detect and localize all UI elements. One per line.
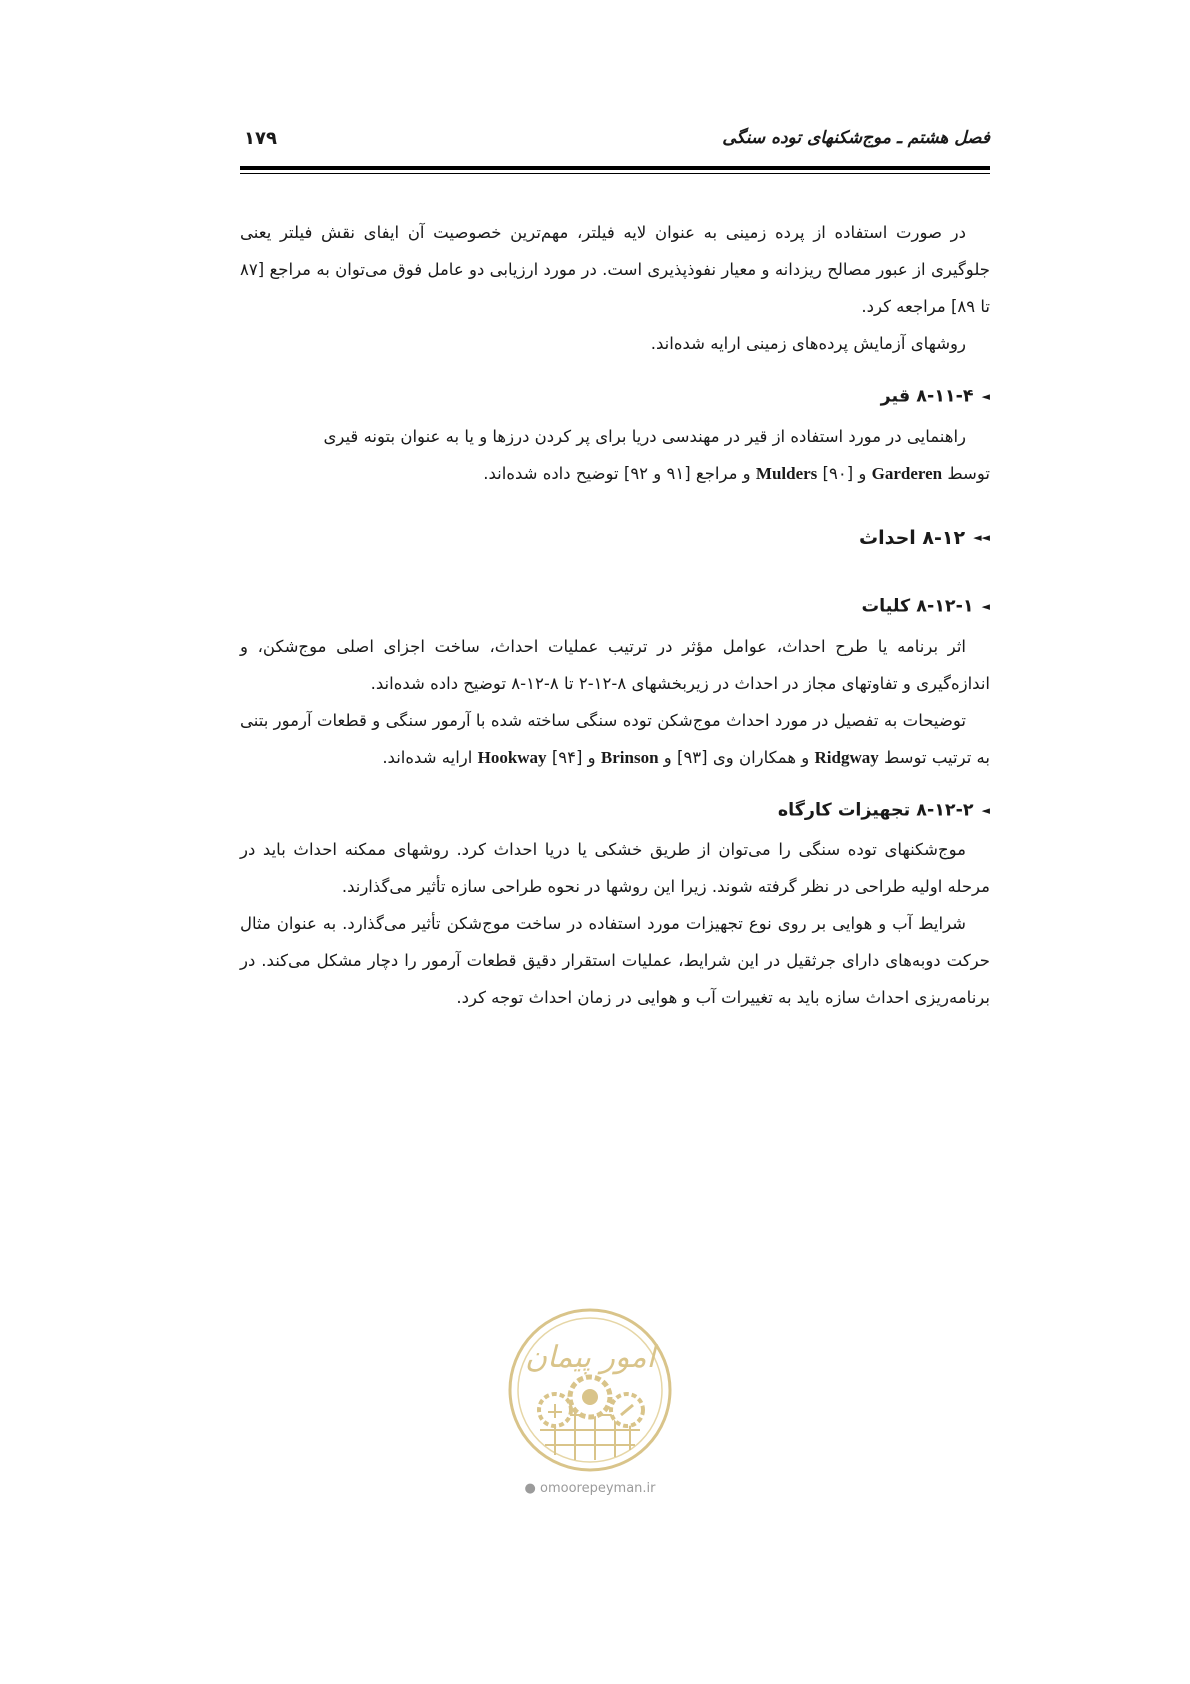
heading-8-11-4 <box>240 378 990 416</box>
heading-text: ۸-۱۲-۲ تجهیزات کارگاه <box>777 800 974 820</box>
text-run: [۹۰] و مراجع [۹۱ و ۹۲] توضیح داده شده‌اند. <box>483 463 854 483</box>
logo-lettering: امور پیمان <box>525 1340 655 1375</box>
text-run: و <box>587 747 596 767</box>
text-run: توسط <box>947 463 990 483</box>
text-run: [۹۴] ارایه شده‌اند. <box>382 747 583 767</box>
body-text <box>240 214 990 1016</box>
triangle-marker-icon: ◄ <box>981 600 990 613</box>
page-number: ۱۷۹ <box>244 128 277 149</box>
author-garderen: Garderen <box>871 463 943 483</box>
heading-text: ۸-۱۲-۱ کلیات <box>861 596 974 617</box>
text-run: و همکاران وی [۹۳] و <box>663 747 810 767</box>
text-run: و <box>858 463 867 483</box>
author-hookway: Hookway <box>477 747 547 767</box>
text-run: توضیحات به تفصیل در مورد احداث موج‌شکن توده سنگی ساخته شده با آرمور سنگی و قطعات آرمور بتنی به ترتیب توسط <box>240 710 990 767</box>
paragraph-bitumen: راهنمایی در مورد استفاده از قیر در مهندسی دریا برای پر کردن درزها و یا به عنوان بتونه قیری <box>323 426 966 446</box>
paragraph-filter: در صورت استفاده از پرده زمینی به عنوان لایه فیلتر، مهم‌ترین خصوصیت آن ایفای نقش فیلتر یعنی جلوگیری از عبور مصالح ریزدانه و معیار نفوذپذیری است. در مورد ارزیابی دو عامل فوق می‌توان به مراجع [۸۷ تا ۸۹] مراجعه کرد. <box>240 223 990 316</box>
header-rule-thin <box>240 173 990 174</box>
url-text: omoorepeyman.ir <box>540 1481 656 1496</box>
heading-8-12-1 <box>240 588 990 626</box>
page-header <box>240 128 990 158</box>
paragraph-site-equipment: موج‌شکنهای توده سنگی را می‌توان از طریق خشکی یا دریا احداث کرد. روشهای ممکنه احداث باید در مرحله اولیه طراحی در نظر گرفته شوند. زیرا این روشها در نحوه طراحی سازه تأثیر می‌گذارند. <box>240 840 990 896</box>
header-rule-thick <box>240 166 990 170</box>
watermark-url <box>490 1481 690 1496</box>
triangle-marker-icon: ◄ <box>981 390 990 403</box>
double-triangle-marker-icon: ◄◄ <box>973 531 990 544</box>
paragraph-weather: شرایط آب و هوایی بر روی نوع تجهیزات مورد استفاده در ساخت موج‌شکن تأثیر می‌گذارد. به عنوان مثال حرکت دوبه‌های دارای جرثقیل در این شرایط، عملیات استقرار دقیق قطعات آرمور را دچار مشکل می‌کند. در برنامه‌ریزی احداث سازه باید به تغییرات آب و هوایی در زمان احداث توجه کرد. <box>240 914 990 1007</box>
globe-icon: ● <box>524 1481 536 1496</box>
author-brinson: Brinson <box>600 747 659 767</box>
triangle-marker-icon: ◄ <box>981 803 990 817</box>
chapter-title: فصل هشتم ـ موج‌شکنهای توده سنگی <box>722 128 990 148</box>
author-ridgway: Ridgway <box>814 747 879 767</box>
paragraph-general: اثر برنامه یا طرح احداث، عوامل مؤثر در ترتیب عملیات احداث، ساخت اجزای اصلی موج‌شکن، و اندازه‌گیری و تفاوتهای مجاز در احداث در زیربخشهای ۸-۱۲-۲ تا ۸-۱۲-۸ توضیح داده شده‌اند. <box>240 636 990 693</box>
author-mulders: Mulders <box>755 463 818 483</box>
paragraph-test-methods: روشهای آزمایش پرده‌های زمینی ارایه شده‌اند. <box>650 334 966 353</box>
heading-text: ۸-۱۱-۴ قیر <box>880 386 974 407</box>
publisher-logo-icon <box>505 1305 675 1475</box>
watermark <box>490 1305 690 1555</box>
paragraph-bitumen-refs <box>240 455 990 492</box>
heading-8-12-2 <box>240 792 990 830</box>
paragraph-details <box>240 702 990 776</box>
heading-8-12 <box>240 518 990 559</box>
heading-text: ۸-۱۲ احداث <box>858 526 966 549</box>
